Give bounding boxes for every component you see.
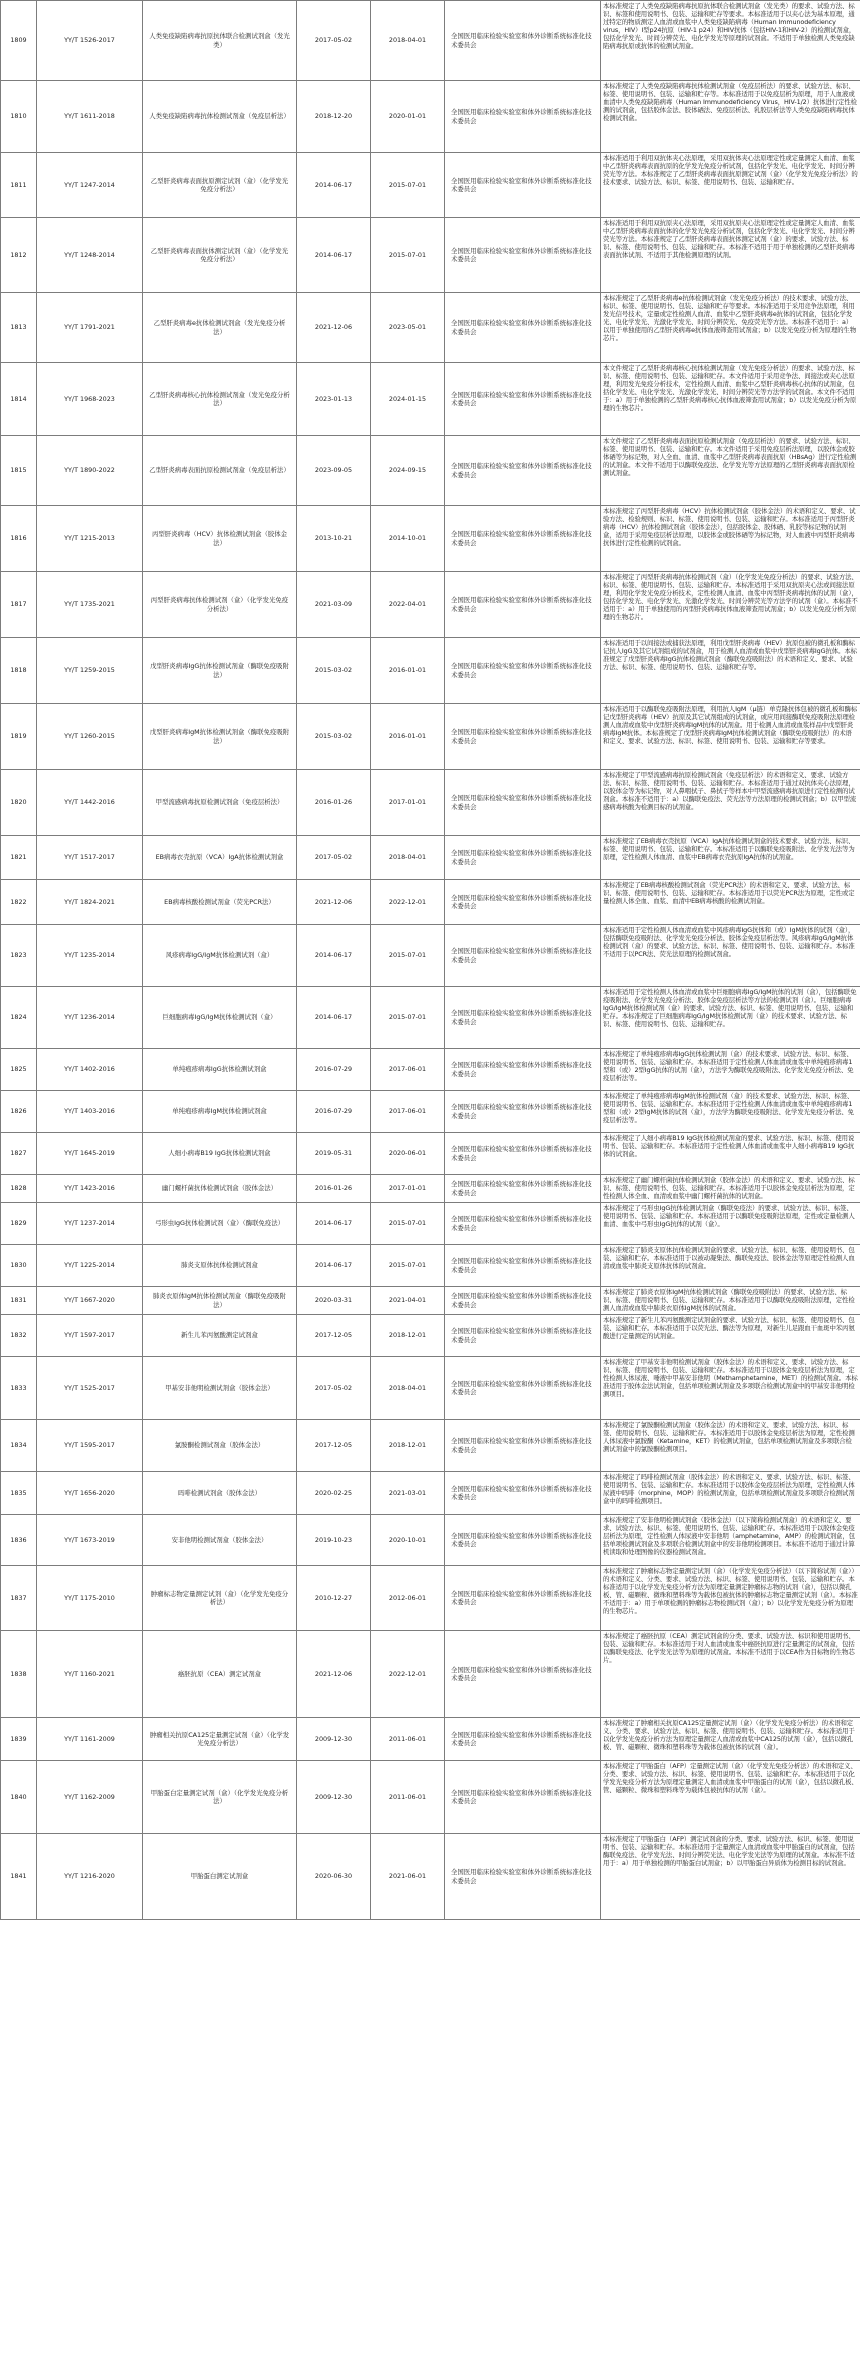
implement-date: 2015-07-01 [371, 153, 445, 218]
implement-date: 2018-04-01 [371, 1357, 445, 1420]
standard-code: YY/T 1673-2019 [37, 1515, 143, 1566]
table-row [1, 1631, 860, 1718]
row-number: 1824 [1, 987, 37, 1049]
table-row [1, 1203, 860, 1245]
row-number: 1838 [1, 1631, 37, 1718]
standard-code: YY/T 1791-2021 [37, 293, 143, 363]
implement-date: 2017-06-01 [371, 1091, 445, 1133]
responsible-committee: 全国医用临床检验实验室和体外诊断系统标准化技术委员会 [445, 1834, 601, 1920]
responsible-committee: 全国医用临床检验实验室和体外诊断系统标准化技术委员会 [445, 506, 601, 572]
standard-name: 单纯疱疹病毒IgG抗体检测试剂盒 [143, 1049, 297, 1091]
implement-date: 2017-01-01 [371, 770, 445, 836]
row-number: 1830 [1, 1245, 37, 1287]
standard-code: YY/T 1667-2020 [37, 1287, 143, 1315]
responsible-committee: 全国医用临床检验实验室和体外诊断系统标准化技术委员会 [445, 1718, 601, 1761]
standard-name: 戊型肝炎病毒IgM抗体检测试剂盒（酶联免疫吸附法） [143, 704, 297, 770]
standard-name: EB病毒核酸检测试剂盒（荧光PCR法） [143, 880, 297, 925]
responsible-committee: 全国医用临床检验实验室和体外诊断系统标准化技术委员会 [445, 987, 601, 1049]
publish-date: 2021-12-06 [297, 1631, 371, 1718]
publish-date: 2010-12-27 [297, 1566, 371, 1631]
standard-code: YY/T 1526-2017 [37, 1, 143, 81]
row-number: 1816 [1, 506, 37, 572]
standard-code: YY/T 1595-2017 [37, 1420, 143, 1472]
scope-text: 本标准规定了新生儿苯丙氨酸测定试剂盒的要求、试验方法、标识、标签、使用说明书、包装、运输和贮存。本标准适用于以荧光法、酶法等为原理，对新生儿足跟血干血斑中苯丙氨酸进行定量测定的试剂盒。 [601, 1315, 860, 1357]
table-row [1, 1718, 860, 1761]
responsible-committee: 全国医用临床检验实验室和体外诊断系统标准化技术委员会 [445, 880, 601, 925]
responsible-committee: 全国医用临床检验实验室和体外诊断系统标准化技术委员会 [445, 925, 601, 987]
row-number: 1815 [1, 436, 37, 506]
table-row [1, 880, 860, 925]
table-row [1, 1175, 860, 1203]
responsible-committee: 全国医用临床检验实验室和体外诊断系统标准化技术委员会 [445, 81, 601, 153]
implement-date: 2021-04-01 [371, 1287, 445, 1315]
standard-name: 乙型肝炎病毒核心抗体检测试剂盒（发光免疫分析法） [143, 363, 297, 436]
standard-name: 肺炎支原体抗体检测试剂盒 [143, 1245, 297, 1287]
scope-text: 本标准规定了丙型肝炎病毒（HCV）抗体检测试剂盒（胶体金法）的术语和定义、要求、试验方法、检验规则、标识、标签、使用说明书、包装、运输和贮存。本标准适用于丙型肝炎病毒（HCV）抗体检测试剂盒（胶体金法），包括胶体金、胶体硒、乳胶等标记物的试剂盒，适用于采用免疫层析法原理，以胶体金或胶体硒等为标记物，对人血液中丙型肝炎病毒抗体进行定性检测的试剂盒。 [601, 506, 860, 572]
standard-name: 甲型流感病毒抗原检测试剂盒（免疫层析法） [143, 770, 297, 836]
scope-text: 本标准规定了肿瘤标志物定量测定试剂（盒）（化学发光免疫分析法）（以下简称试剂（盒））的术语和定义、分类、要求、试验方法、标识、标签、使用说明书、包装、运输和贮存。本标准适用于以化学发光免疫分析方法为原理定量测定肿瘤标志物的试剂（盒），包括以微孔板、管、磁颗粒、微珠和塑料珠等为载体包被抗体的肿瘤标志物定量测定试剂（盒）。本标准不适用于：a）用于单项检测的肿瘤标志物检测试剂（盒）；b）以化学发光免疫分析为原理的生物芯片。 [601, 1566, 860, 1631]
row-number: 1810 [1, 81, 37, 153]
row-number: 1820 [1, 770, 37, 836]
scope-text: 本标准适用于以酶联免疫吸附法原理，利用抗人IgM（μ链）单克隆抗体包被的微孔板和酶标记戊型肝炎病毒（HEV）抗原及其它试剂组成的试剂盒，或应用间接酶联免疫吸附法原理检测人血清或血浆中戊型肝炎病毒IgM抗体的试剂盒。用于检测人血清或血浆样品中戊型肝炎病毒IgM抗体。本标准规定了戊型肝炎病毒IgM抗体检测试剂盒（酶联免疫吸附法）的术语和定义、要求、试验方法、标识、标签、使用说明书、包装、运输和贮存等要求。 [601, 704, 860, 770]
row-number: 1814 [1, 363, 37, 436]
implement-date: 2011-06-01 [371, 1761, 445, 1834]
row-number: 1818 [1, 638, 37, 704]
publish-date: 2014-06-17 [297, 218, 371, 293]
standard-name: 丙型肝炎病毒（HCV）抗体检测试剂盒（胶体金法） [143, 506, 297, 572]
implement-date: 2011-06-01 [371, 1718, 445, 1761]
standard-code: YY/T 1824-2021 [37, 880, 143, 925]
row-number: 1836 [1, 1515, 37, 1566]
scope-text: 本标准规定了甲胎蛋白（AFP）测定试剂盒的分类、要求、试验方法、标识、标签、使用说明书、包装、运输和贮存。本标准适用于定量测定人血清或血浆中甲胎蛋白的试剂盒，包括酶联免疫法、化学发光法、时间分辨荧光法、电化学发光法等为原理的试剂盒。本标准不适用于：a）用于单独检测的甲胎蛋白试剂盒；b）以甲胎蛋白异质体为检测目标的试剂盒。 [601, 1834, 860, 1920]
implement-date: 2020-10-01 [371, 1515, 445, 1566]
publish-date: 2014-06-17 [297, 1203, 371, 1245]
standard-name: 乙型肝炎病毒表面抗体测定试剂（盒）（化学发光免疫分析法） [143, 218, 297, 293]
standard-name: 人细小病毒B19 IgG抗体检测试剂盒 [143, 1133, 297, 1175]
responsible-committee: 全国医用临床检验实验室和体外诊断系统标准化技术委员会 [445, 572, 601, 638]
standard-code: YY/T 1160-2021 [37, 1631, 143, 1718]
publish-date: 2021-03-09 [297, 572, 371, 638]
publish-date: 2018-12-20 [297, 81, 371, 153]
publish-date: 2016-01-26 [297, 770, 371, 836]
responsible-committee: 全国医用临床检验实验室和体外诊断系统标准化技术委员会 [445, 1203, 601, 1245]
standard-code: YY/T 1236-2014 [37, 987, 143, 1049]
standard-code: YY/T 1175-2010 [37, 1566, 143, 1631]
responsible-committee: 全国医用临床检验实验室和体外诊断系统标准化技术委员会 [445, 1357, 601, 1420]
table-row [1, 1357, 860, 1420]
implement-date: 2017-01-01 [371, 1175, 445, 1203]
implement-date: 2022-04-01 [371, 572, 445, 638]
responsible-committee: 全国医用临床检验实验室和体外诊断系统标准化技术委员会 [445, 363, 601, 436]
row-number: 1837 [1, 1566, 37, 1631]
implement-date: 2023-05-01 [371, 293, 445, 363]
scope-text: 本标准规定了癌胚抗原（CEA）测定试剂盒的分类、要求、试验方法、标识和使用说明书、包装、运输和贮存。本标准适用于对人血清或血浆中癌胚抗原进行定量测定的试剂盒，包括以酶联免疫法、化学发光法等为原理的试剂盒。本标准不适用于以CEA作为目标物的生物芯片。 [601, 1631, 860, 1718]
row-number: 1823 [1, 925, 37, 987]
implement-date: 2016-01-01 [371, 704, 445, 770]
responsible-committee: 全国医用临床检验实验室和体外诊断系统标准化技术委员会 [445, 1515, 601, 1566]
row-number: 1809 [1, 1, 37, 81]
standard-name: 单纯疱疹病毒IgM抗体检测试剂盒 [143, 1091, 297, 1133]
row-number: 1829 [1, 1203, 37, 1245]
standard-name: 巨细胞病毒IgG/IgM抗体检测试剂（盒） [143, 987, 297, 1049]
standard-name: 丙型肝炎病毒抗体检测试剂（盒）（化学发光免疫分析法） [143, 572, 297, 638]
table-row [1, 1472, 860, 1515]
implement-date: 2015-07-01 [371, 925, 445, 987]
row-number: 1825 [1, 1049, 37, 1091]
standard-name: 幽门螺杆菌抗体检测试剂盒（胶体金法） [143, 1175, 297, 1203]
standard-code: YY/T 1162-2009 [37, 1761, 143, 1834]
implement-date: 2018-04-01 [371, 836, 445, 880]
standard-name: 肿瘤标志物定量测定试剂（盒）（化学发光免疫分析法） [143, 1566, 297, 1631]
responsible-committee: 全国医用临床检验实验室和体外诊断系统标准化技术委员会 [445, 1175, 601, 1203]
standard-code: YY/T 1656-2020 [37, 1472, 143, 1515]
table-row [1, 363, 860, 436]
publish-date: 2023-09-05 [297, 436, 371, 506]
standard-name: 肿瘤相关抗原CA125定量测定试剂（盒）（化学发光免疫分析法） [143, 1718, 297, 1761]
row-number: 1813 [1, 293, 37, 363]
table-row [1, 1566, 860, 1631]
table-row [1, 770, 860, 836]
responsible-committee: 全国医用临床检验实验室和体外诊断系统标准化技术委员会 [445, 293, 601, 363]
implement-date: 2020-06-01 [371, 1133, 445, 1175]
publish-date: 2014-06-17 [297, 987, 371, 1049]
implement-date: 2021-03-01 [371, 1472, 445, 1515]
implement-date: 2020-01-01 [371, 81, 445, 153]
row-number: 1828 [1, 1175, 37, 1203]
standard-code: YY/T 1968-2023 [37, 363, 143, 436]
responsible-committee: 全国医用临床检验实验室和体外诊断系统标准化技术委员会 [445, 436, 601, 506]
responsible-committee: 全国医用临床检验实验室和体外诊断系统标准化技术委员会 [445, 153, 601, 218]
standard-code: YY/T 1735-2021 [37, 572, 143, 638]
standard-name: 肺炎衣原体IgM抗体检测试剂盒（酶联免疫吸附法） [143, 1287, 297, 1315]
publish-date: 2021-12-06 [297, 293, 371, 363]
standard-name: 吗啡检测试剂盒（胶体金法） [143, 1472, 297, 1515]
standard-code: YY/T 1235-2014 [37, 925, 143, 987]
table-row [1, 1834, 860, 1920]
implement-date: 2022-12-01 [371, 880, 445, 925]
implement-date: 2015-07-01 [371, 1245, 445, 1287]
standard-name: 乙型肝炎病毒表面抗原测定试剂（盒）（化学发光免疫分析法） [143, 153, 297, 218]
standard-code: YY/T 1517-2017 [37, 836, 143, 880]
row-number: 1812 [1, 218, 37, 293]
row-number: 1833 [1, 1357, 37, 1420]
standard-code: YY/T 1525-2017 [37, 1357, 143, 1420]
scope-text: 本标准规定了单纯疱疹病毒IgM抗体检测试剂（盒）的技术要求、试验方法、标识、标签、使用说明书、包装、运输和贮存。本标准适用于定性检测人体血清或血浆中单纯疱疹病毒1型和（或）2型IgM抗体的试剂（盒），方法学为酶联免疫吸附法、化学发光免疫分析法、免疫层析法等。 [601, 1091, 860, 1133]
scope-text: 本标准规定了安非他明检测试剂盒（胶体金法）（以下简称检测试剂盒）的术语和定义、要求、试验方法、标识、标签、使用说明书、包装、运输和贮存。本标准适用于以胶体金免疫层析法为原理，定性检测人体尿液中安非他明（amphetamine，AMP）的检测试剂盒，包括单项检测试剂盒及多项联合检测试剂盒中的安非他明检测项目。本标准不适用于通过计算机读取和处理图像的仪器检测试剂盒。 [601, 1515, 860, 1566]
scope-text: 本标准适用于利用双抗原夹心法原理，采用双抗原夹心法原理定性或定量测定人血清、血浆中乙型肝炎病毒表面抗体的化学发光免疫分析试剂，包括化学发光、电化学发光、时间分辨荧光等方法。本标准规定了乙型肝炎病毒表面抗体测定试剂（盒）的要求、试验方法、标识、标签、使用说明书、包装、运输和贮存。本标准不适用于用于单独检测的乙型肝炎病毒表面抗体试剂、不适用于其他检测原理的试剂。 [601, 218, 860, 293]
table-row [1, 1315, 860, 1357]
row-number: 1841 [1, 1834, 37, 1920]
implement-date: 2021-06-01 [371, 1834, 445, 1920]
standard-code: YY/T 1247-2014 [37, 153, 143, 218]
implement-date: 2024-01-15 [371, 363, 445, 436]
standard-name: 甲胎蛋白定量测定试剂（盒）（化学发光免疫分析法） [143, 1761, 297, 1834]
table-row [1, 987, 860, 1049]
publish-date: 2009-12-30 [297, 1718, 371, 1761]
table-row [1, 638, 860, 704]
table-row [1, 1133, 860, 1175]
table-row [1, 1761, 860, 1834]
table-row [1, 572, 860, 638]
standards-table-body [1, 1, 860, 1920]
responsible-committee: 全国医用临床检验实验室和体外诊断系统标准化技术委员会 [445, 1761, 601, 1834]
standard-code: YY/T 1237-2014 [37, 1203, 143, 1245]
implement-date: 2015-07-01 [371, 1203, 445, 1245]
scope-text: 本标准规定了丙型肝炎病毒抗体检测试剂（盒）（化学发光免疫分析法）的要求、试验方法、标识、标签、使用说明书、包装、运输和贮存。本标准适用于采用双抗原夹心法或间接法原理，利用化学发光免疫分析技术，定性检测人血清、血浆中丙型肝炎病毒抗体的试剂（盒），包括化学发光、电化学发光、光激化学发光、时间分辨荧光等方法学的试剂（盒）。本标准不适用于：a）用于单独使用的丙型肝炎病毒抗体血液筛查用试剂盒；b）以发光免疫分析为原理的生物芯片。 [601, 572, 860, 638]
standard-code: YY/T 1423-2016 [37, 1175, 143, 1203]
standard-code: YY/T 1225-2014 [37, 1245, 143, 1287]
publish-date: 2017-12-05 [297, 1420, 371, 1472]
publish-date: 2017-05-02 [297, 1, 371, 81]
implement-date: 2018-12-01 [371, 1420, 445, 1472]
scope-text: 本标准规定了甲型流感病毒抗原检测试剂盒（免疫层析法）的术语和定义、要求、试验方法、标识、标签、使用说明书、包装、运输和贮存。本标准适用于通过双抗体夹心法原理，以胶体金等为标记物，对人鼻咽拭子、鼻拭子等样本中甲型流感病毒抗原进行定性检测的试剂盒。本标准不适用于：a）以酶联免疫法、荧光法等方法原理的检测试剂盒；b）以甲型流感病毒核酸为检测目标的试剂盒。 [601, 770, 860, 836]
table-row [1, 704, 860, 770]
table-row [1, 925, 860, 987]
scope-text: 本标准规定了乙型肝炎病毒e抗体检测试剂盒（发光免疫分析法）的技术要求、试验方法、标识、标签、使用说明书、包装、运输和贮存等要求。本标准适用于采用竞争法原理，利用发光信号技术，定量或定性检测人血清、血浆中乙型肝炎病毒e抗体的试剂盒，包括化学发光、电化学发光、光激化学发光、时间分辨荧光、免疫荧光等方法。本标准不适用于：a）以用于单独使用的乙型肝炎病毒e抗体血液筛查用试剂盒；b）以发光免疫分析为原理的生物芯片。 [601, 293, 860, 363]
publish-date: 2019-10-23 [297, 1515, 371, 1566]
scope-text: 本标准规定了肺炎支原体抗体检测试剂盒的要求、试验方法、标识、标签、使用说明书、包装、运输和贮存。本标准适用于以被动凝集法、酶联免疫法、胶体金法等原理定性检测人血清或血浆中肺炎支原体抗体的试剂盒。 [601, 1245, 860, 1287]
publish-date: 2016-07-29 [297, 1049, 371, 1091]
responsible-committee: 全国医用临床检验实验室和体外诊断系统标准化技术委员会 [445, 836, 601, 880]
table-row [1, 836, 860, 880]
standard-name: 乙型肝炎病毒e抗体检测试剂盒（发光免疫分析法） [143, 293, 297, 363]
scope-text: 本标准规定了人细小病毒B19 IgG抗体检测试剂盒的要求、试验方法、标识、标签、使用说明书、包装、运输和贮存。本标准适用于定性检测人体血清或血浆中人细小病毒B19 IgG抗体的试剂盒。 [601, 1133, 860, 1175]
standard-name: 氯胺酮检测试剂盒（胶体金法） [143, 1420, 297, 1472]
standard-name: 人类免疫缺陷病毒抗原抗体联合检测试剂盒（发光类） [143, 1, 297, 81]
publish-date: 2015-03-02 [297, 704, 371, 770]
standard-code: YY/T 1216-2020 [37, 1834, 143, 1920]
standard-code: YY/T 1645-2019 [37, 1133, 143, 1175]
publish-date: 2017-12-05 [297, 1315, 371, 1357]
implement-date: 2022-12-01 [371, 1631, 445, 1718]
standard-name: 新生儿苯丙氨酸测定试剂盒 [143, 1315, 297, 1357]
table-row [1, 153, 860, 218]
scope-text: 本标准规定了肿瘤相关抗原CA125定量测定试剂（盒）（化学发光免疫分析法）的术语和定义、分类、要求、试验方法、标识、标签、使用说明书、包装、运输和贮存。本标准适用于以化学发光免疫分析方法为原理定量测定人血清或血浆中CA125的试剂（盒），包括以微孔板、管、磁颗粒、微珠和塑料珠等为载体包被抗体的试剂（盒）。 [601, 1718, 860, 1761]
publish-date: 2019-05-31 [297, 1133, 371, 1175]
scope-text: 本标准规定了甲基安非他明检测试剂盒（胶体金法）的术语和定义、要求、试验方法、标识、标签、使用说明书、包装、运输和贮存。本标准适用于以胶体金免疫层析法为原理，定性检测人体尿液、唾液中甲基安非他明（Methamphetamine，MET）的检测试剂盒。本标准适用于胶体金法试剂盒，包括单项检测试剂盒及多项联合检测试剂盒中的甲基安非他明检测项目。 [601, 1357, 860, 1420]
scope-text: 本标准规定了甲胎蛋白（AFP）定量测定试剂（盒）（化学发光免疫分析法）的术语和定义、分类、要求、试验方法、标识、标签、使用说明书、包装、运输和贮存。本标准适用于以化学发光免疫分析方法为原理定量测定人血清或血浆中甲胎蛋白的试剂（盒），包括以微孔板、管、磁颗粒、微珠和塑料珠等为载体包被抗体的试剂（盒）。 [601, 1761, 860, 1834]
row-number: 1819 [1, 704, 37, 770]
publish-date: 2014-06-17 [297, 925, 371, 987]
responsible-committee: 全国医用临床检验实验室和体外诊断系统标准化技术委员会 [445, 1133, 601, 1175]
responsible-committee: 全国医用临床检验实验室和体外诊断系统标准化技术委员会 [445, 1245, 601, 1287]
standard-name: 乙型肝炎病毒表面抗原检测试剂盒（免疫层析法） [143, 436, 297, 506]
scope-text: 本标准规定了人类免疫缺陷病毒抗原抗体联合检测试剂盒（发光类）的要求、试验方法、标识、标签和使用说明书、包装、运输和贮存等要求。本标准适用于以夹心法为基本原理，通过特定的物质测定人血清或血浆中人类免疫缺陷病毒（Human Immunodeficiency virus，HIV）I型p24抗原（HIV-1 p24）和HIV抗体（包括HIV-1和HIV-2）的检测试剂盒，包括化学发光、时间分辨荧光、电化学发光等原理的试剂盒。不适用于单独检测人类免疫缺陷病毒抗原或抗体的检测试剂盒。 [601, 1, 860, 81]
standard-name: 安非他明检测试剂盒（胶体金法） [143, 1515, 297, 1566]
standard-name: EB病毒衣壳抗原（VCA）IgA抗体检测试剂盒 [143, 836, 297, 880]
table-row [1, 1287, 860, 1315]
publish-date: 2017-05-02 [297, 1357, 371, 1420]
scope-text: 本标准适用于定性检测人体血清或血浆中风疹病毒IgG抗体和（或）IgM抗体的试剂（盒），包括酶联免疫吸附法、化学发光免疫分析法、胶体金免疫层析法等。风疹病毒IgG/IgM抗体检测试剂（盒）的要求、试验方法、标识、标签、使用说明书、包装、运输和贮存。本标准不适用于以PCR法、荧光法原理的检测试剂盒。 [601, 925, 860, 987]
row-number: 1811 [1, 153, 37, 218]
implement-date: 2018-04-01 [371, 1, 445, 81]
responsible-committee: 全国医用临床检验实验室和体外诊断系统标准化技术委员会 [445, 1315, 601, 1357]
row-number: 1832 [1, 1315, 37, 1357]
scope-text: 本标准规定了氯胺酮检测试剂盒（胶体金法）的术语和定义、要求、试验方法、标识、标签、使用说明书、包装、运输和贮存。本标准适用于以胶体金免疫层析法为原理，定性检测人体尿液中氯胺酮（Ketamine，KET）的检测试剂盒，包括单项检测试剂盒及多项联合检测试剂盒中的氯胺酮检测项目。 [601, 1420, 860, 1472]
standard-code: YY/T 1611-2018 [37, 81, 143, 153]
scope-text: 本标准规定了肺炎衣原体IgM抗体检测试剂盒（酶联免疫吸附法）的要求、试验方法、标识、标签、使用说明书、包装、运输和贮存。本标准适用于以酶联免疫吸附法原理，定性检测人血清或血浆中肺炎衣原体IgM抗体的试剂盒。 [601, 1287, 860, 1315]
table-row [1, 293, 860, 363]
responsible-committee: 全国医用临床检验实验室和体外诊断系统标准化技术委员会 [445, 1472, 601, 1515]
publish-date: 2023-01-13 [297, 363, 371, 436]
implement-date: 2017-06-01 [371, 1049, 445, 1091]
standard-code: YY/T 1403-2016 [37, 1091, 143, 1133]
responsible-committee: 全国医用临床检验实验室和体外诊断系统标准化技术委员会 [445, 1091, 601, 1133]
publish-date: 2021-12-06 [297, 880, 371, 925]
row-number: 1835 [1, 1472, 37, 1515]
publish-date: 2020-02-25 [297, 1472, 371, 1515]
row-number: 1822 [1, 880, 37, 925]
row-number: 1826 [1, 1091, 37, 1133]
scope-text: 本标准规定了单纯疱疹病毒IgG抗体检测试剂（盒）的技术要求、试验方法、标识、标签、使用说明书、包装、运输和贮存。本标准适用于定性检测人体血清或血浆中单纯疱疹病毒1型和（或）2型IgG抗体的试剂（盒），方法学为酶联免疫吸附法、化学发光免疫分析法、免疫层析法等。 [601, 1049, 860, 1091]
table-row [1, 1515, 860, 1566]
standard-name: 风疹病毒IgG/IgM抗体检测试剂（盒） [143, 925, 297, 987]
standard-code: YY/T 1215-2013 [37, 506, 143, 572]
responsible-committee: 全国医用临床检验实验室和体外诊断系统标准化技术委员会 [445, 704, 601, 770]
table-row [1, 1049, 860, 1091]
implement-date: 2016-01-01 [371, 638, 445, 704]
row-number: 1821 [1, 836, 37, 880]
row-number: 1817 [1, 572, 37, 638]
publish-date: 2014-06-17 [297, 153, 371, 218]
publish-date: 2015-03-02 [297, 638, 371, 704]
standard-code: YY/T 1890-2022 [37, 436, 143, 506]
standard-code: YY/T 1259-2015 [37, 638, 143, 704]
standard-code: YY/T 1161-2009 [37, 1718, 143, 1761]
publish-date: 2009-12-30 [297, 1761, 371, 1834]
publish-date: 2020-03-31 [297, 1287, 371, 1315]
scope-text: 本标准适用于以间接法或捕获法原理，利用戊型肝炎病毒（HEV）抗原包被的微孔板和酶标记抗人IgG及其它试剂组成的试剂盒，用于检测人血清或血浆中戊型肝炎病毒IgG抗体。本标准规定了戊型肝炎病毒IgG抗体检测试剂盒（酶联免疫吸附法）的术语和定义、要求、试验方法、标识、标签、使用说明书、包装、运输和贮存等。 [601, 638, 860, 704]
responsible-committee: 全国医用临床检验实验室和体外诊断系统标准化技术委员会 [445, 218, 601, 293]
scope-text: 本标准适用于定性检测人体血清或血浆中巨细胞病毒IgG/IgM抗体的试剂（盒），包括酶联免疫吸附法、化学发光免疫分析法、胶体金免疫层析法等方法的检测试剂（盒）。巨细胞病毒IgG/IgM抗体检测试剂（盒）的要求、试验方法、标识、标签、使用说明书、包装、运输和贮存。本标准规定了巨细胞病毒IgG/IgM抗体检测试剂（盒）的技术要求、试验方法、标识、标签、使用说明书、包装、运输和贮存。 [601, 987, 860, 1049]
implement-date: 2012-06-01 [371, 1566, 445, 1631]
row-number: 1827 [1, 1133, 37, 1175]
row-number: 1839 [1, 1718, 37, 1761]
standard-code: YY/T 1597-2017 [37, 1315, 143, 1357]
standard-code: YY/T 1260-2015 [37, 704, 143, 770]
scope-text: 本标准规定了幽门螺杆菌抗体检测试剂盒（胶体金法）的术语和定义、要求、试验方法、标识、标签、使用说明书、包装、运输和贮存。本标准适用于以胶体金免疫层析法为原理，定性检测人体全血、血清或血浆中幽门螺杆菌抗体的试剂盒。 [601, 1175, 860, 1203]
scope-text: 本文件规定了乙型肝炎病毒表面抗原检测试剂盒（免疫层析法）的要求、试验方法、标识、标签、使用说明书、包装、运输和贮存。本文件适用于采用免疫层析法原理，以胶体金或胶体硒等为标记物，对人全血、血清、血浆中乙型肝炎病毒表面抗原（HBsAg）进行定性检测的试剂盒。本文件不适用于以酶联免疫法、化学发光等方法原理的乙型肝炎病毒表面抗原检测试剂盒。 [601, 436, 860, 506]
standard-code: YY/T 1248-2014 [37, 218, 143, 293]
publish-date: 2013-10-21 [297, 506, 371, 572]
standard-name: 甲基安非他明检测试剂盒（胶体金法） [143, 1357, 297, 1420]
standard-name: 甲胎蛋白测定试剂盒 [143, 1834, 297, 1920]
responsible-committee: 全国医用临床检验实验室和体外诊断系统标准化技术委员会 [445, 1049, 601, 1091]
scope-text: 本标准规定了EB病毒核酸检测试剂盒（荧光PCR法）的术语和定义、要求、试验方法、标识、标签、使用说明书、包装、运输和贮存。本标准适用于以荧光PCR法为原理，定性或定量检测人体全血、血浆、血清中EB病毒核酸的检测试剂盒。 [601, 880, 860, 925]
responsible-committee: 全国医用临床检验实验室和体外诊断系统标准化技术委员会 [445, 1, 601, 81]
table-row [1, 506, 860, 572]
table-row [1, 1, 860, 81]
table-row [1, 1420, 860, 1472]
responsible-committee: 全国医用临床检验实验室和体外诊断系统标准化技术委员会 [445, 1420, 601, 1472]
responsible-committee: 全国医用临床检验实验室和体外诊断系统标准化技术委员会 [445, 638, 601, 704]
publish-date: 2014-06-17 [297, 1245, 371, 1287]
publish-date: 2020-06-30 [297, 1834, 371, 1920]
standard-name: 戊型肝炎病毒IgG抗体检测试剂盒（酶联免疫吸附法） [143, 638, 297, 704]
implement-date: 2014-10-01 [371, 506, 445, 572]
scope-text: 本文件规定了乙型肝炎病毒核心抗体检测试剂盒（发光免疫分析法）的要求、试验方法、标识、标签、使用说明书、包装、运输和贮存。本文件适用于采用竞争法、间接法或夹心法原理，利用发光免疫分析技术，定性检测人血清、血浆中乙型肝炎病毒核心抗体的试剂盒，包括化学发光、电化学发光、光激化学发光、时间分辨荧光等方法学的试剂盒。本文件不适用于：a）用于单独检测的乙型肝炎病毒核心抗体血液筛查用试剂盒；b）以发光免疫分析为原理的生物芯片。 [601, 363, 860, 436]
table-row [1, 1245, 860, 1287]
implement-date: 2024-09-15 [371, 436, 445, 506]
scope-text: 本标准规定了吗啡检测试剂盒（胶体金法）的术语和定义、要求、试验方法、标识、标签、使用说明书、包装、运输和贮存。本标准适用于以胶体金免疫层析法为原理，定性检测人体尿液中吗啡（morphine，MOP）的检测试剂盒，包括单项检测试剂盒及多项联合检测试剂盒中的吗啡检测项目。 [601, 1472, 860, 1515]
scope-text: 本标准规定了弓形虫IgG抗体检测试剂盒（酶联免疫法）的要求、试验方法、标识、标签、使用说明书、包装、运输和贮存。本标准适用于以酶联免疫吸附法原理，定性或定量检测人血清、血浆中弓形虫IgG抗体的试剂（盒）。 [601, 1203, 860, 1245]
publish-date: 2016-01-26 [297, 1175, 371, 1203]
standard-code: YY/T 1442-2016 [37, 770, 143, 836]
scope-text: 本标准适用于利用双抗体夹心法原理，采用双抗体夹心法原理定性或定量测定人血清、血浆中乙型肝炎病毒表面抗原的化学发光免疫分析试剂，包括化学发光、电化学发光、时间分辨荧光等方法。本标准规定了乙型肝炎病毒表面抗原测定试剂（盒）（化学发光免疫分析法）的技术要求、试验方法、标识、标签、使用说明书、包装、运输和贮存。 [601, 153, 860, 218]
table-row [1, 81, 860, 153]
responsible-committee: 全国医用临床检验实验室和体外诊断系统标准化技术委员会 [445, 1631, 601, 1718]
publish-date: 2016-07-29 [297, 1091, 371, 1133]
responsible-committee: 全国医用临床检验实验室和体外诊断系统标准化技术委员会 [445, 1287, 601, 1315]
standard-name: 癌胚抗原（CEA）测定试剂盒 [143, 1631, 297, 1718]
table-row [1, 218, 860, 293]
row-number: 1831 [1, 1287, 37, 1315]
publish-date: 2017-05-02 [297, 836, 371, 880]
implement-date: 2018-12-01 [371, 1315, 445, 1357]
standard-code: YY/T 1402-2016 [37, 1049, 143, 1091]
standard-name: 弓形虫IgG抗体检测试剂（盒）（酶联免疫法） [143, 1203, 297, 1245]
responsible-committee: 全国医用临床检验实验室和体外诊断系统标准化技术委员会 [445, 770, 601, 836]
scope-text: 本标准规定了EB病毒衣壳抗原（VCA）IgA抗体检测试剂盒的技术要求、试验方法、标识、标签、使用说明书、包装、运输和贮存。本标准适用于以酶联免疫吸附法、化学发光法等为原理，定性检测人体血清、血浆中EB病毒衣壳抗原IgA抗体的试剂盒。 [601, 836, 860, 880]
implement-date: 2015-07-01 [371, 987, 445, 1049]
table-row [1, 436, 860, 506]
table-row [1, 1091, 860, 1133]
standard-name: 人类免疫缺陷病毒抗体检测试剂盒（免疫层析法） [143, 81, 297, 153]
responsible-committee: 全国医用临床检验实验室和体外诊断系统标准化技术委员会 [445, 1566, 601, 1631]
row-number: 1834 [1, 1420, 37, 1472]
implement-date: 2015-07-01 [371, 218, 445, 293]
row-number: 1840 [1, 1761, 37, 1834]
scope-text: 本标准规定了人类免疫缺陷病毒抗体检测试剂盒（免疫层析法）的要求、试验方法、标识、标签、使用说明书、包装、运输和贮存等。本标准适用于以免疫层析为原理，用于人血液或血清中人类免疫缺陷病毒（Human Immunodeficiency Virus，HIV-1/2）抗体进行定性检测的试剂盒，包括胶体金法、胶体硒法、免疫层析法、乳胶层析法等人类免疫缺陷病毒抗体检测试剂盒。 [601, 81, 860, 153]
